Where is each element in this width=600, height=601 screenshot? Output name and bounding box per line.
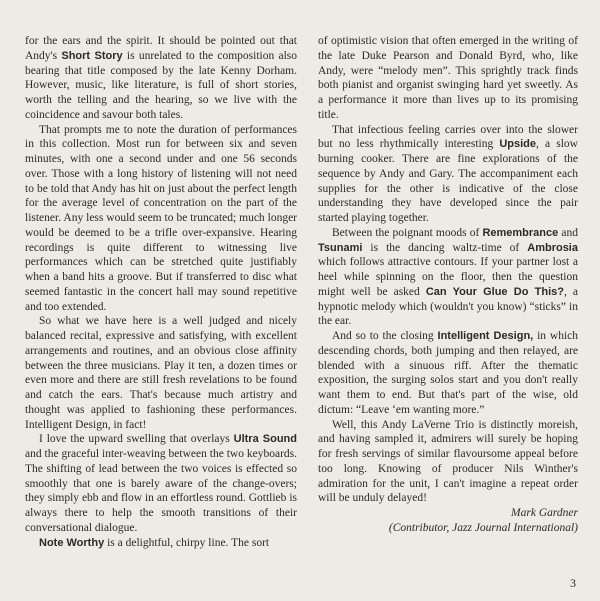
paragraph: Between the poignant moods of Remembrance and Tsunami is the dancing waltz-time of Ambrosia which follows attractive contours. If your partner lost a heel while spinning on the floor, then the question might well be asked Can Your Glue Do This?, a hypnotic melody which (wouldn't you know) “sticks” in the ear. [318, 226, 579, 328]
track-title: Ambrosia [527, 241, 578, 254]
track-title: Intelligent Design, [437, 330, 534, 342]
paragraph: And so to the closing Intelligent Design, in which descending chords, both jumping and then relayed, are blended with a sinuous riff. After the thematic exposition, the surging solos start and you don't really want them to end. But that's part of the wise, old dictum: “Leave ‘em wanting more.” [318, 330, 578, 416]
track-title: Ultra Sound [233, 433, 297, 446]
left-column [25, 34, 297, 550]
paragraph: I love the upward swelling that overlays Ultra Sound and the graceful inter-weaving between the two keyboards. The shifting of lead between the two voices is effected so smoothly that one is barely aware of the change-overs; they simply ebb and flow in an effortless round. Gottlieb is always there to help the smooth transitions of their conversational dialogue. [25, 433, 297, 534]
track-title: Can Your Glue Do This? [425, 285, 564, 298]
paragraph: Well, this Andy LaVerne Trio is distinctly moreish, and having sampled it, admirers will surely be hoping for fresh servings of similar flavoursome appeal before too long. Knowing of producer Nils Winther's admiration for the unit, I can't imagine a repeat order will be unduly delayed! [318, 418, 578, 505]
right-column [318, 34, 578, 536]
signature-title: (Contributor, Jazz Journal International) [388, 521, 578, 534]
paragraph: That infectious feeling carries over into the slower but no less rhythmically interesting Upside, a slow burning cooker. There are fine explorations of the sequence by Andy and Gary. The accompaniment each supplies for the other is indicative of the close understanding they have developed since the pair started playing together. [318, 123, 578, 224]
track-title: Note Worthy [39, 536, 105, 549]
track-title: Remembrance [482, 226, 559, 239]
paragraph: Note Worthy is a delightful, chirpy line. The sort [39, 536, 270, 549]
track-title: Short Story [61, 49, 123, 62]
track-title: Upside [499, 138, 537, 151]
signature-name: Mark Gardner [511, 507, 578, 519]
paragraph: of optimistic vision that often emerged in the writing of the late Duke Pearson and Donald Byrd, who, like Andy, were “melody men”. This sprightly track finds both pianist and organist swinging hard yet sweetly. As a performance it more than lives up to its promising title. [318, 35, 578, 121]
page-number: 3 [570, 576, 576, 590]
paragraph: So what we have here is a well judged and nicely balanced recital, expressive and satisfying, with excellent arrangements and routines, and an obvious close affinity between the three musicians. Play it ten, a dozen times or even more and there are still fresh revelations to be found and catch the ears. That's because much artistry and thought was applied to fashioning these performances. Intelligent Design, in fact! [25, 315, 297, 431]
paragraph: for the ears and the spirit. It should be pointed out that Andy's Short Story is unrelated to the composition also bearing that title composed by the late Kenny Dorham. However, music, like literature, is full of short stories, worth the telling and the hearing, so we live with the coincidence and savour both tales. [25, 35, 297, 121]
track-title: Tsunami [318, 241, 363, 254]
paragraph: That prompts me to note the duration of performances in this collection. Most run for between six and seven minutes, with one a second under and one 56 seconds over. Those with a long history of listening will not need to be told that Andy has hit on just about the perfect length for the average level of concentration on the part of the listener. Any less would seem to be truncated; much longer would be deemed to be a trifle over-expansive. Hearing recordings is quite different to witnessing live performances which can be stretched quite justifiably when a band hits a groove. But if transferred to disc what seemed fantastic in the concert hall may sound repetitive and too extended. [25, 123, 297, 313]
